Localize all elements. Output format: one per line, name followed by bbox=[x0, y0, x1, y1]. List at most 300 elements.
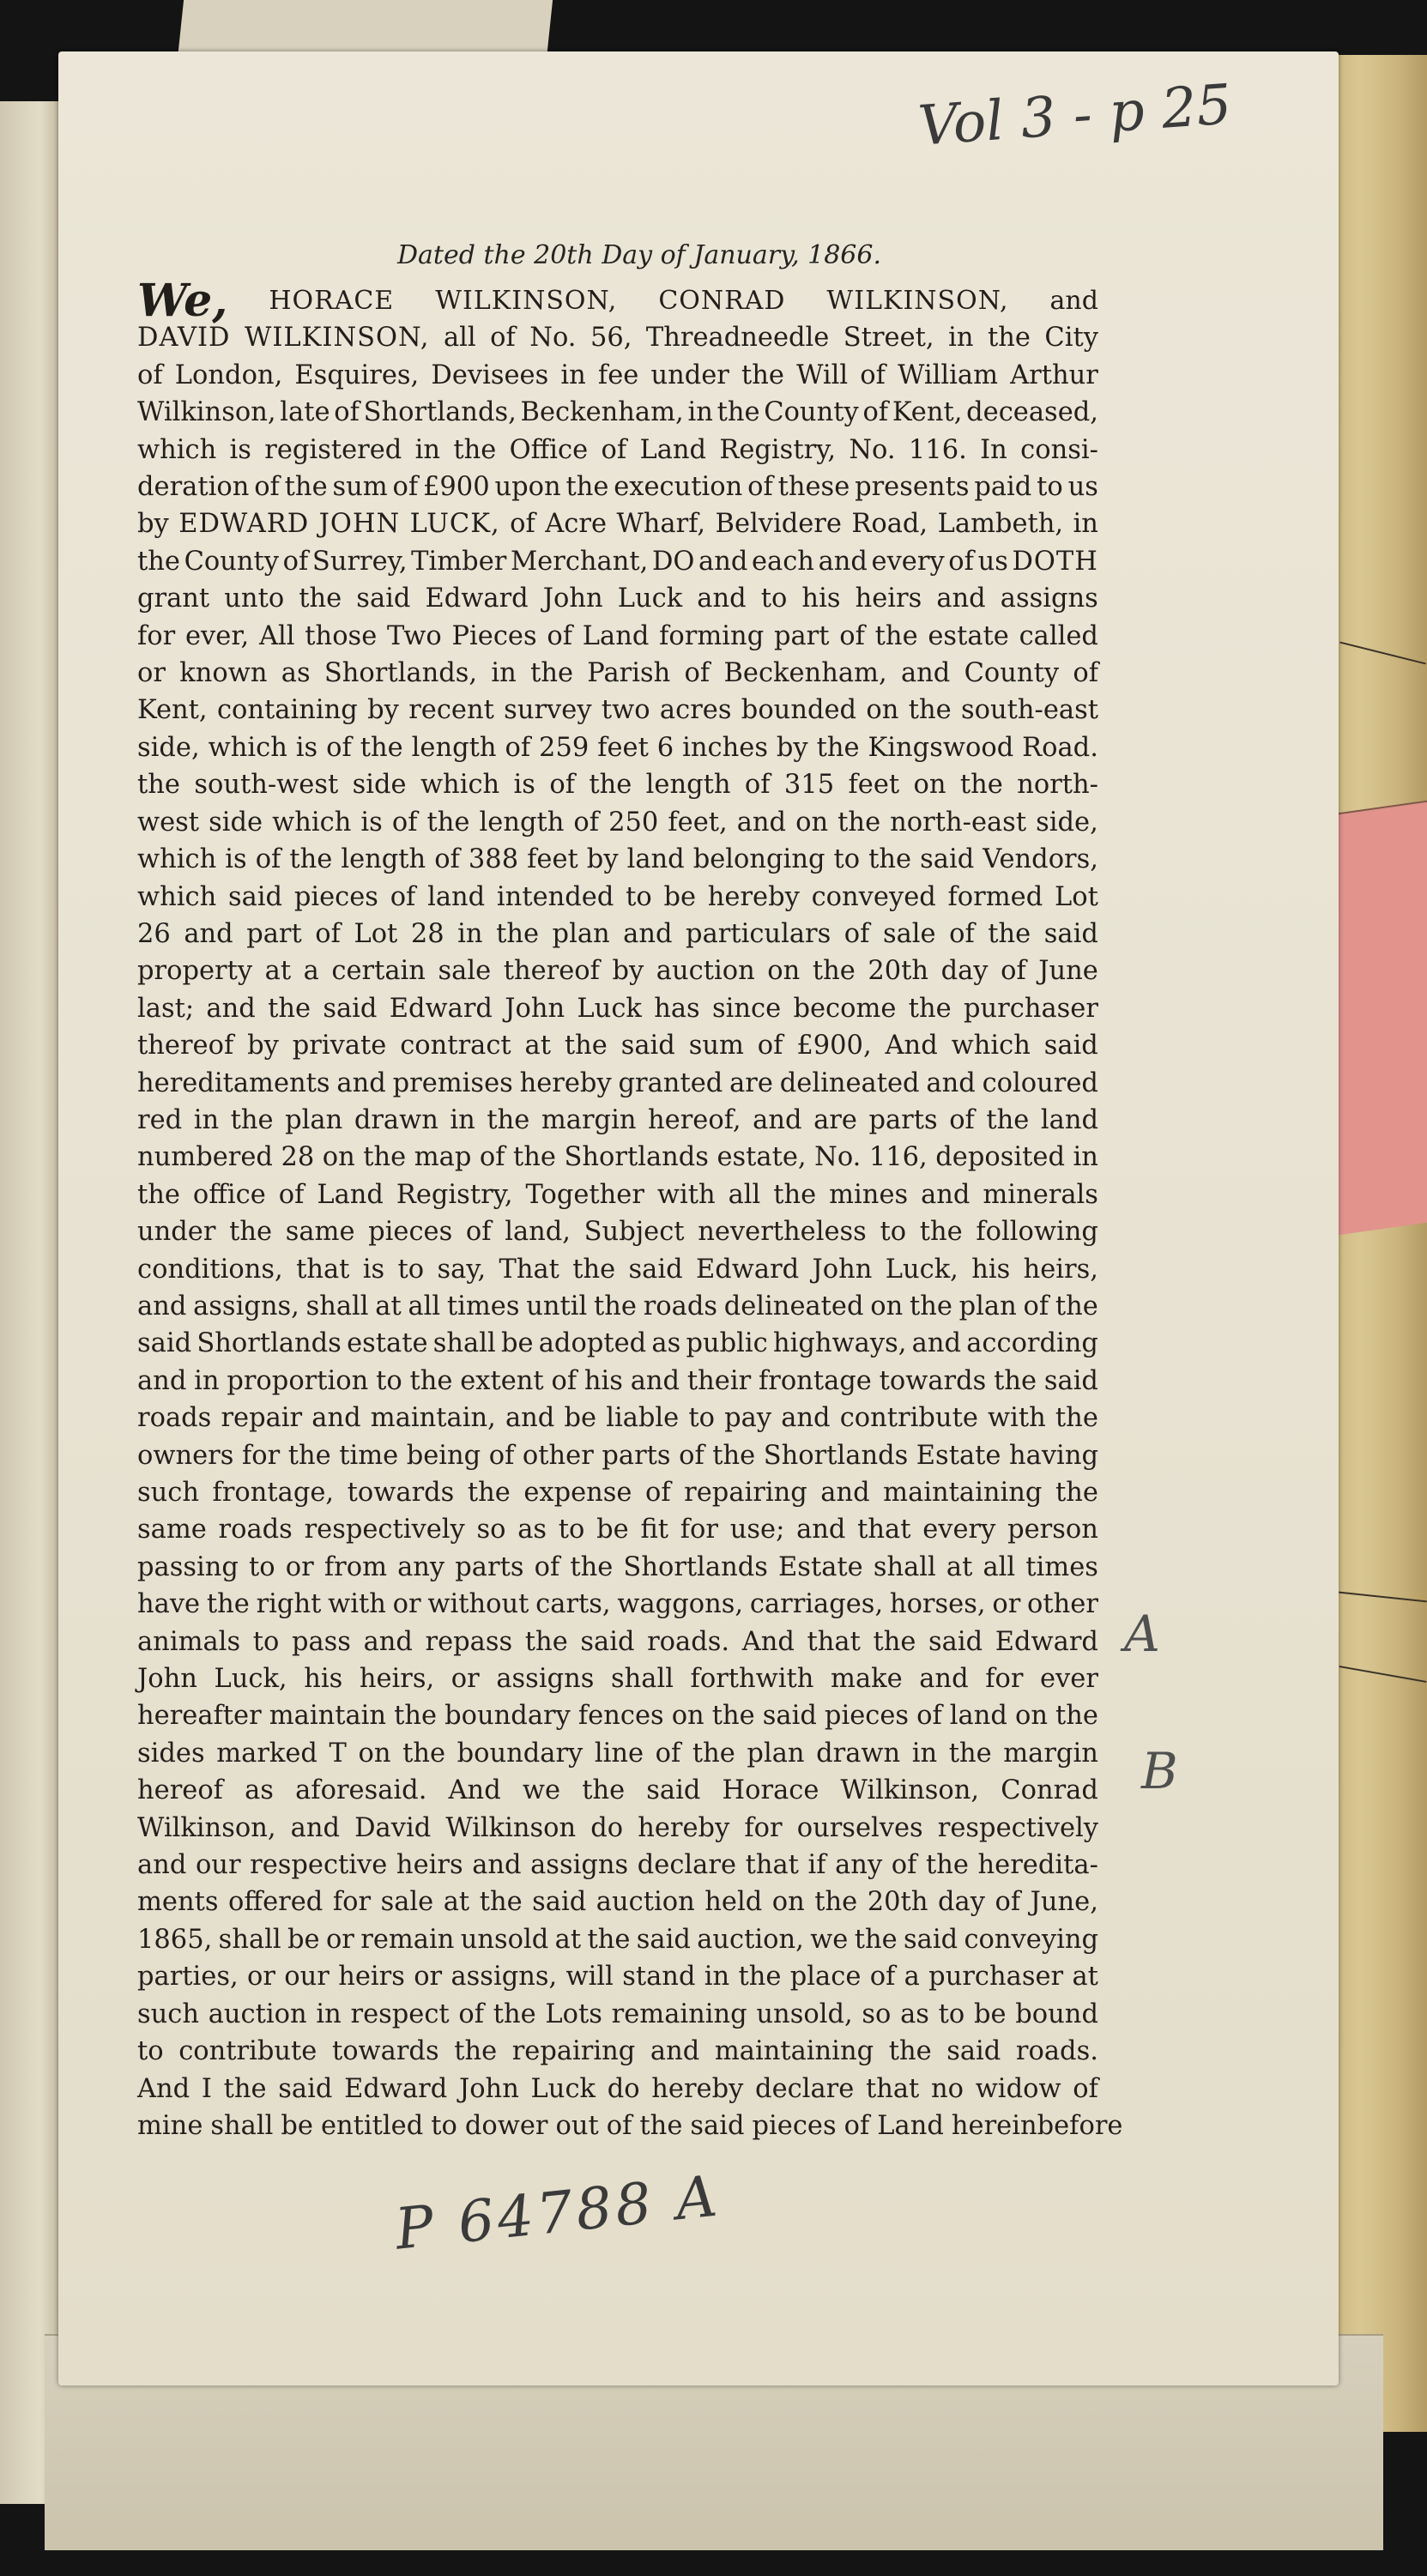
deed-word: on bbox=[671, 1701, 704, 1732]
deed-word: of bbox=[479, 1142, 505, 1173]
deed-word: 1865, bbox=[137, 1924, 213, 1955]
deed-word: City bbox=[1044, 323, 1098, 354]
deed-word: shall bbox=[210, 2110, 274, 2141]
deed-word: the bbox=[426, 807, 470, 838]
deed-word: if bbox=[807, 1850, 826, 1881]
deed-word: part bbox=[773, 620, 830, 651]
deed-word: Wharf, bbox=[616, 509, 706, 540]
deed-word: heirs bbox=[338, 1962, 405, 1992]
deed-word: of bbox=[549, 770, 575, 801]
deed-word: June bbox=[1038, 956, 1098, 987]
deed-word: said bbox=[532, 1887, 587, 1918]
deed-word: Kent, bbox=[137, 695, 208, 726]
deed-word: David bbox=[354, 1812, 432, 1843]
deed-word: to bbox=[833, 844, 861, 875]
deed-word: certain bbox=[331, 956, 426, 987]
deed-word: other bbox=[1027, 1589, 1098, 1620]
deed-word: towards bbox=[331, 2036, 439, 2067]
deed-word: passing bbox=[137, 1551, 239, 1582]
deed-word: that bbox=[745, 1850, 799, 1881]
deed-word: the bbox=[888, 2036, 932, 2067]
deed-word: the bbox=[587, 1924, 631, 1955]
deed-word: south-east bbox=[960, 695, 1098, 726]
deed-word: Edward bbox=[425, 584, 529, 614]
deed-word: respectively bbox=[937, 1812, 1098, 1843]
deed-word: HORACE bbox=[269, 286, 395, 316]
deed-word: shall bbox=[432, 1328, 496, 1359]
deed-word: the bbox=[959, 770, 1003, 801]
deed-word: on bbox=[767, 956, 801, 987]
deed-word: the bbox=[454, 2036, 498, 2067]
deed-word: said bbox=[636, 1924, 691, 1955]
deed-word: registered bbox=[264, 434, 402, 465]
deed-word: property bbox=[137, 956, 253, 987]
deed-word: in bbox=[704, 1962, 730, 1992]
deed-word: said bbox=[1043, 1365, 1098, 1396]
deed-word: Office bbox=[509, 434, 589, 465]
deed-word: 6 bbox=[656, 732, 674, 763]
deed-word: hereof, bbox=[648, 1104, 741, 1135]
deed-word: hereby bbox=[638, 1812, 730, 1843]
deed-word: expense bbox=[523, 1478, 632, 1508]
deed-word: proportion bbox=[227, 1365, 369, 1396]
deed-word: Kent, bbox=[892, 397, 963, 428]
deed-word: the bbox=[137, 1179, 180, 1210]
deed-word: unsold bbox=[460, 1924, 549, 1955]
deed-word: And bbox=[137, 2073, 190, 2104]
deed-word: the bbox=[589, 770, 632, 801]
deed-line bbox=[137, 2071, 1098, 2107]
deed-word: containing bbox=[216, 695, 358, 726]
deed-word: Registry, bbox=[719, 434, 837, 465]
deed-word: estate bbox=[347, 1328, 428, 1359]
deed-word: shall bbox=[305, 1291, 369, 1321]
deed-word: become bbox=[793, 993, 897, 1024]
deed-word: in bbox=[193, 1104, 220, 1135]
deed-word: Land bbox=[317, 1179, 384, 1210]
deed-line bbox=[137, 357, 1098, 394]
deed-word: and bbox=[936, 584, 986, 614]
deed-word: Vendors, bbox=[983, 844, 1098, 875]
deed-word: the bbox=[854, 1924, 898, 1955]
deed-word: for bbox=[332, 1887, 372, 1918]
deed-word: That bbox=[499, 1254, 559, 1285]
deed-word: belonging bbox=[692, 844, 825, 875]
deed-word: intended bbox=[496, 881, 614, 912]
deed-word: John bbox=[812, 1254, 873, 1285]
deed-word: maintaining bbox=[883, 1478, 1043, 1508]
deed-word: the bbox=[814, 1887, 858, 1918]
deed-word: the bbox=[594, 1291, 637, 1321]
deed-word: sale bbox=[882, 918, 936, 949]
deed-word: DO bbox=[651, 546, 695, 577]
deed-word: the bbox=[360, 732, 403, 763]
deed-word: shall bbox=[610, 1664, 674, 1695]
deed-word: of bbox=[505, 732, 531, 763]
deed-word: which bbox=[208, 732, 287, 763]
deed-word: use; bbox=[729, 1515, 785, 1545]
deed-word: the bbox=[873, 1626, 916, 1657]
deed-word: at bbox=[946, 1551, 973, 1582]
deed-word: part bbox=[246, 918, 302, 949]
deed-word: in bbox=[1073, 1142, 1098, 1173]
deed-word: said bbox=[928, 1626, 983, 1657]
deed-line bbox=[137, 1810, 1098, 1847]
deed-word: or bbox=[285, 1551, 314, 1582]
deed-word: hereinbefore bbox=[951, 2110, 1123, 2141]
deed-word: in bbox=[457, 918, 483, 949]
deed-word: other bbox=[522, 1440, 594, 1471]
deed-word: on bbox=[358, 1738, 391, 1769]
deed-word: say, bbox=[437, 1254, 487, 1285]
deed-word: the bbox=[741, 360, 784, 390]
deed-line bbox=[137, 1958, 1098, 1995]
deed-word: And bbox=[741, 1626, 795, 1657]
deed-word: heirs bbox=[855, 584, 922, 614]
deed-line bbox=[137, 1176, 1098, 1213]
deed-word: on bbox=[870, 1291, 904, 1321]
deed-word: and bbox=[921, 1179, 970, 1210]
deed-word: to bbox=[760, 584, 788, 614]
deed-word: of bbox=[490, 323, 516, 354]
deed-word: the bbox=[988, 918, 1031, 949]
deed-line bbox=[137, 990, 1098, 1027]
deed-word: the bbox=[284, 472, 328, 503]
deed-line bbox=[137, 1735, 1098, 1772]
deed-word: 388 bbox=[468, 844, 519, 875]
deed-word: John bbox=[505, 993, 565, 1024]
deed-word: the bbox=[987, 323, 1031, 354]
deed-word: the bbox=[524, 1626, 568, 1657]
deed-word: our bbox=[284, 1962, 330, 1992]
deed-word: until bbox=[526, 1291, 588, 1321]
deed-word: our bbox=[195, 1850, 241, 1881]
deed-line bbox=[137, 1847, 1098, 1884]
deed-word: for bbox=[680, 1515, 718, 1545]
deed-body bbox=[137, 275, 1123, 2144]
deed-word: the bbox=[287, 1440, 331, 1471]
deed-word: plan bbox=[747, 1738, 805, 1769]
deed-word: consi- bbox=[1020, 434, 1098, 465]
deed-word: contribute bbox=[178, 2036, 317, 2067]
deed-word: the bbox=[692, 1738, 735, 1769]
deed-word: the bbox=[639, 2110, 683, 2141]
deed-word: plan bbox=[552, 918, 610, 949]
deed-line bbox=[137, 1511, 1098, 1548]
deed-word: that bbox=[857, 1515, 911, 1545]
deed-word: said bbox=[620, 1031, 675, 1061]
deed-word: the bbox=[986, 1104, 1030, 1135]
deed-word: to bbox=[376, 1365, 402, 1396]
deed-word: Pieces bbox=[451, 620, 537, 651]
deed-line bbox=[137, 1437, 1098, 1474]
deed-word: parts bbox=[868, 1104, 938, 1135]
deed-word: plan bbox=[958, 1291, 1017, 1321]
deed-word: assigns, bbox=[193, 1291, 299, 1321]
deed-word: bound bbox=[1015, 1999, 1098, 2029]
deed-word: of bbox=[255, 844, 281, 875]
deed-word: side bbox=[352, 770, 407, 801]
deed-word: said bbox=[356, 584, 411, 614]
deed-word: offered bbox=[228, 1887, 323, 1918]
deed-word: assigns bbox=[1000, 584, 1098, 614]
deed-word: Edward bbox=[995, 1626, 1098, 1657]
deed-word: EDWARD bbox=[178, 509, 310, 540]
deed-word: And bbox=[448, 1775, 501, 1806]
deed-word: is bbox=[360, 807, 383, 838]
deed-line bbox=[137, 692, 1098, 729]
deed-line bbox=[137, 1921, 1098, 1958]
deed-word: said bbox=[137, 1328, 192, 1359]
deed-line bbox=[137, 505, 1098, 542]
deed-word: and bbox=[818, 546, 868, 577]
deed-word: heirs, bbox=[359, 1664, 435, 1695]
deed-word: same bbox=[285, 1217, 355, 1248]
deed-word: hereby bbox=[707, 881, 800, 912]
deed-word: length bbox=[341, 844, 426, 875]
deed-word: to bbox=[252, 1626, 280, 1657]
deed-word: estate, bbox=[717, 1142, 807, 1173]
deed-word: so bbox=[476, 1515, 506, 1545]
deed-word: grant bbox=[137, 584, 210, 614]
deed-word: of bbox=[684, 658, 710, 689]
deed-word: ever bbox=[1040, 1664, 1098, 1695]
deed-line bbox=[137, 618, 1098, 655]
deed-word: the bbox=[738, 1962, 782, 1992]
deed-word: heirs bbox=[396, 1850, 463, 1881]
deed-word: aforesaid. bbox=[295, 1775, 427, 1806]
deed-word: every bbox=[922, 1515, 996, 1545]
deed-word: mine bbox=[137, 2110, 203, 2141]
deed-word: Shortlands bbox=[564, 1142, 709, 1173]
deed-word: and bbox=[650, 2036, 700, 2067]
deed-word: of bbox=[137, 360, 163, 390]
deed-line bbox=[137, 1624, 1098, 1660]
deed-word: ever, bbox=[184, 620, 250, 651]
deed-word: LUCK, bbox=[409, 509, 500, 540]
deed-word: land bbox=[626, 844, 685, 875]
deed-word: the bbox=[530, 658, 574, 689]
deed-word: said bbox=[904, 1924, 958, 1955]
deed-word: maintain, bbox=[370, 1403, 496, 1434]
deed-word: the bbox=[1055, 1291, 1098, 1321]
deed-word: hereby bbox=[519, 1067, 612, 1098]
deed-word: the bbox=[206, 1589, 250, 1620]
deed-word: by bbox=[137, 509, 169, 540]
deed-word: delineated bbox=[779, 1067, 920, 1098]
deed-word: widow bbox=[975, 2073, 1061, 2104]
deed-word: of bbox=[645, 1478, 671, 1508]
deed-word: and bbox=[630, 1365, 680, 1396]
deed-word: conditions, bbox=[137, 1254, 283, 1285]
deed-word: frontage bbox=[758, 1365, 872, 1396]
deed-word: the bbox=[223, 2073, 267, 2104]
deed-word: to bbox=[938, 1999, 965, 2029]
deed-line bbox=[137, 879, 1098, 916]
deed-word: repass bbox=[425, 1626, 513, 1657]
deed-word: under bbox=[137, 1217, 216, 1248]
deed-word: the bbox=[570, 1551, 614, 1582]
deed-word: and bbox=[184, 918, 233, 949]
deed-word: the bbox=[1055, 1478, 1098, 1508]
deed-word: in bbox=[194, 1365, 220, 1396]
deed-word: pieces bbox=[752, 2110, 837, 2141]
deed-line bbox=[137, 469, 1098, 505]
deed-word: 116, bbox=[868, 1142, 928, 1173]
deed-word: which bbox=[420, 770, 500, 801]
deed-word: length bbox=[411, 732, 497, 763]
deed-word: for bbox=[985, 1664, 1024, 1695]
deed-word: said bbox=[762, 1701, 817, 1732]
deed-word: the bbox=[493, 1999, 536, 2029]
deed-word: of bbox=[1001, 956, 1026, 987]
deed-word: Shortlands bbox=[623, 1551, 768, 1582]
deed-word: plan bbox=[285, 1104, 343, 1135]
deed-word: marked bbox=[216, 1738, 317, 1769]
deed-word: with bbox=[988, 1403, 1046, 1434]
deed-word: County bbox=[764, 397, 859, 428]
deed-word: do bbox=[590, 1812, 624, 1843]
deed-word: to bbox=[397, 1254, 425, 1285]
deed-word: the bbox=[908, 993, 952, 1024]
deed-word: the bbox=[572, 1254, 616, 1285]
deed-word: which bbox=[951, 1031, 1031, 1061]
deed-word: are bbox=[813, 1104, 857, 1135]
deed-word: side, bbox=[1036, 807, 1098, 838]
margin-letter-b: B bbox=[1141, 1742, 1178, 1800]
deed-word: and bbox=[363, 1626, 413, 1657]
deed-line bbox=[137, 1474, 1098, 1511]
deed-word: line bbox=[594, 1738, 644, 1769]
deed-word: the bbox=[874, 620, 918, 651]
deed-word: sale bbox=[380, 1887, 434, 1918]
deed-word: declare bbox=[755, 2073, 855, 2104]
deed-word: Parish bbox=[587, 658, 671, 689]
deed-word: Threadneedle bbox=[645, 323, 830, 354]
deed-word: animals bbox=[137, 1626, 241, 1657]
deed-word: Wilkinson, bbox=[840, 1775, 980, 1806]
deed-word: on bbox=[322, 1142, 355, 1173]
deed-word: of bbox=[844, 918, 870, 949]
deed-word: of bbox=[488, 1440, 515, 1471]
deed-word: and bbox=[919, 1664, 969, 1695]
deed-word: times bbox=[446, 1291, 520, 1321]
deed-word: respectively bbox=[304, 1515, 465, 1545]
deed-word: feet bbox=[848, 770, 900, 801]
deed-word: in bbox=[560, 360, 586, 390]
deed-word: conveyed bbox=[811, 881, 936, 912]
deed-word: pieces bbox=[368, 1217, 453, 1248]
deed-word: public bbox=[686, 1328, 768, 1359]
deed-word: fences bbox=[577, 1701, 664, 1732]
deed-word: or bbox=[392, 1589, 421, 1620]
deed-word: parts bbox=[602, 1440, 671, 1471]
deed-word: for bbox=[744, 1812, 783, 1843]
deed-word: paid bbox=[974, 472, 1032, 503]
deed-word: having bbox=[1009, 1440, 1098, 1471]
deed-word: the bbox=[919, 1217, 963, 1248]
deed-word: as bbox=[245, 1775, 274, 1806]
deed-word: respective bbox=[250, 1850, 388, 1881]
deed-word: forthwith bbox=[690, 1664, 814, 1695]
deed-word: Estate bbox=[916, 1440, 1001, 1471]
deed-word: £900, bbox=[796, 1031, 872, 1061]
deed-word: day bbox=[940, 956, 989, 987]
deed-word: the bbox=[229, 1217, 273, 1248]
deed-word: granted bbox=[618, 1067, 723, 1098]
deed-word: any bbox=[835, 1850, 883, 1881]
deed-word: the bbox=[909, 1291, 952, 1321]
deed-word: or bbox=[137, 658, 166, 689]
deed-word: of bbox=[465, 1217, 492, 1248]
deed-word: In bbox=[980, 434, 1007, 465]
deed-word: auction bbox=[656, 956, 755, 987]
deed-word: do bbox=[607, 2073, 640, 2104]
deed-word: the bbox=[453, 434, 497, 465]
deed-word: sum bbox=[688, 1031, 744, 1061]
deed-word: be bbox=[287, 1924, 320, 1955]
deed-word: sides bbox=[137, 1738, 205, 1769]
deed-word: and bbox=[290, 1812, 340, 1843]
deed-word: and bbox=[697, 584, 747, 614]
deed-word: Lots bbox=[545, 1999, 602, 2029]
deed-word: without bbox=[427, 1589, 529, 1620]
deed-word: No. bbox=[814, 1142, 862, 1173]
deed-word: which bbox=[272, 807, 352, 838]
deed-word: the bbox=[137, 770, 180, 801]
deed-word: of bbox=[392, 472, 419, 503]
deed-word: we bbox=[522, 1775, 561, 1806]
deed-word: Land bbox=[639, 434, 707, 465]
deed-word: of bbox=[744, 770, 771, 801]
deed-word: with bbox=[328, 1589, 386, 1620]
deed-word: same bbox=[137, 1515, 207, 1545]
deed-word: is bbox=[229, 434, 251, 465]
deed-word: of bbox=[995, 1887, 1021, 1918]
deed-word: DAVID bbox=[137, 323, 231, 354]
deed-word: bounded bbox=[741, 695, 857, 726]
deed-word: that bbox=[865, 2073, 920, 2104]
deed-word: of bbox=[606, 2110, 632, 2141]
deed-word: drawn bbox=[354, 1104, 438, 1135]
deed-word: minerals bbox=[983, 1179, 1098, 1210]
deed-word: thereof bbox=[503, 956, 600, 987]
deed-word: in bbox=[1073, 509, 1098, 540]
deed-word: is bbox=[362, 1254, 385, 1285]
deed-word: Shortlands, bbox=[323, 658, 478, 689]
deed-word: of bbox=[510, 509, 535, 540]
deed-word: those bbox=[305, 620, 378, 651]
deed-word: Street, bbox=[843, 323, 934, 354]
deed-word: and bbox=[736, 807, 787, 838]
deed-word: acres bbox=[659, 695, 732, 726]
deed-word: of bbox=[326, 732, 352, 763]
deed-word: owners bbox=[137, 1440, 234, 1471]
deed-word: roads. bbox=[1015, 2036, 1098, 2067]
deed-word: and bbox=[206, 993, 256, 1024]
deed-word: mines bbox=[829, 1179, 909, 1210]
deed-word: or bbox=[414, 1962, 443, 1992]
deed-word: on bbox=[866, 695, 899, 726]
deed-word: be bbox=[973, 1999, 1007, 2029]
deed-word: of bbox=[315, 918, 341, 949]
deed-word: London, bbox=[174, 360, 283, 390]
deed-word: the bbox=[565, 472, 609, 503]
deed-word: being bbox=[406, 1440, 481, 1471]
deed-word: of bbox=[534, 1551, 560, 1582]
deed-word: at bbox=[1072, 1962, 1098, 1992]
deed-line bbox=[137, 432, 1098, 469]
